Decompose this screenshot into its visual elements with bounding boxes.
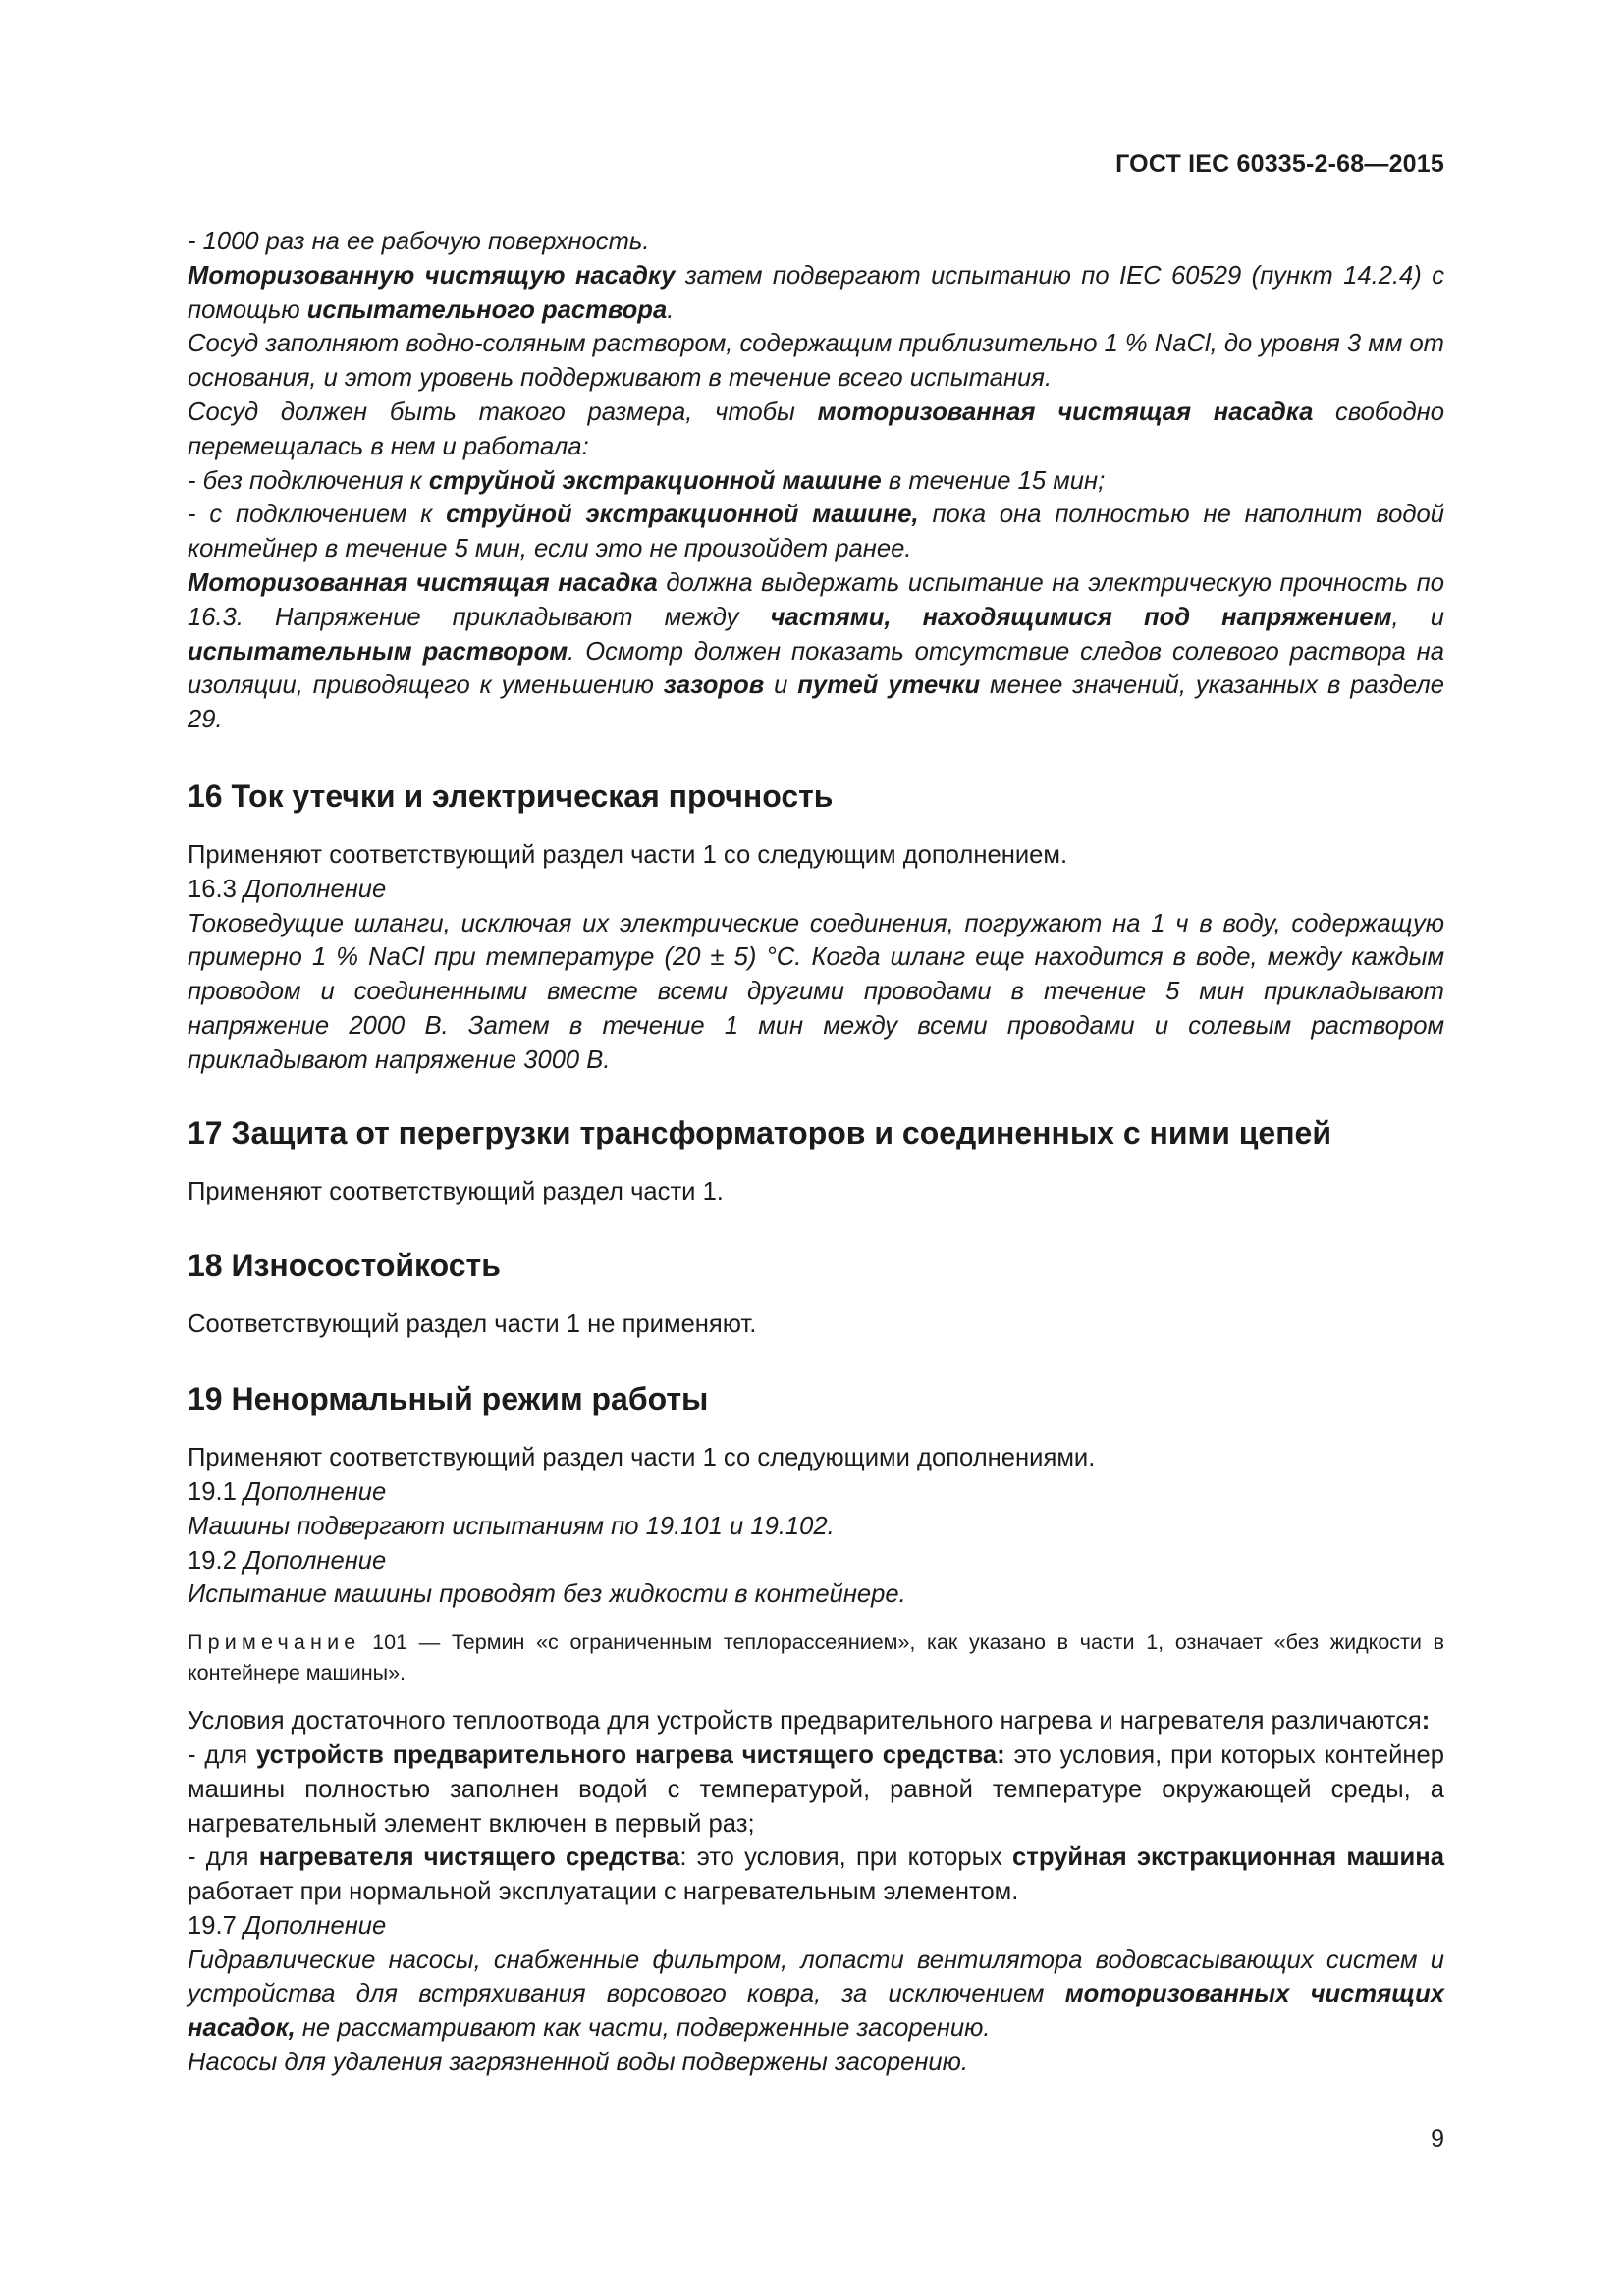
list-item: - 1000 раз на ее рабочую поверхность. xyxy=(188,228,650,255)
term: путей утечки xyxy=(797,671,981,700)
paragraph: Сосуд должен быть такого размера, чтобы моторизованная чистящая насадка свободно перемещалась в нем и работала: xyxy=(188,398,1444,460)
paragraph: Применяют соответствующий раздел части 1. xyxy=(188,1177,724,1205)
section-heading: 16 Ток утечки и электрическая прочность xyxy=(188,777,834,814)
term: Моторизованную чистящую насадку xyxy=(188,261,676,290)
term: частями, находящимися под напряжением xyxy=(770,603,1392,631)
paragraph: Гидравлические насосы, снабженные фильтром, лопасти вентилятора водовсасывающих систем и устройства для встряхивания ворсового ковра, за исключением моторизованных чистящих насадок, не рассматривают как части, подверженные засорению. xyxy=(188,1946,1444,2043)
paragraph: Соответствующий раздел части 1 не применяют. xyxy=(188,1310,757,1339)
paragraph: Моторизованную чистящую насадку затем подвергают испытанию по IEC 60529 (пункт 14.2.4) с помощью испытательного раствора. xyxy=(188,261,1444,324)
document-header: ГОСТ IEC 60335-2-68—2015 xyxy=(1115,150,1444,178)
section-heading: 19 Ненормальный режим работы xyxy=(188,1381,709,1417)
term: испытательного раствора xyxy=(306,295,668,324)
note-label: Примечание xyxy=(188,1630,361,1655)
paragraph: Условия достаточного теплоотвода для устройств предварительного нагрева и нагревателя различаются: xyxy=(188,1707,1431,1735)
list-item: - для нагревателя чистящего средства: это условия, при которых струйная экстракционная машина работает при нормальной эксплуатации с нагревательным элементом. xyxy=(188,1843,1444,1906)
term: нагревателя чистящего средства xyxy=(258,1843,680,1872)
paragraph: Испытание машины проводят без жидкости в контейнере. xyxy=(188,1580,906,1609)
list-item: - без подключения к струйной экстракционной машине в течение 15 мин; xyxy=(188,466,1106,495)
note: Примечание 101 — Термин «с ограниченным теплорассеянием», как указано в части 1, означает «без жидкости в контейнере машины». xyxy=(188,1630,1444,1685)
term: Моторизованная чистящая насадка xyxy=(188,568,658,597)
page-content xyxy=(117,225,1444,2080)
subclause-heading: 19.1 Дополнение xyxy=(188,1477,387,1506)
list-item: - с подключением к струйной экстракционной машине, пока она полностью не наполнит водой контейнер в течение 5 мин, если это не произойдет ранее. xyxy=(188,501,1444,563)
list-item: - для устройств предварительного нагрева чистящего средства: это условия, при которых контейнер машины полностью заполнен водой с температурой, равной температуре окружающей среды, а нагревательный элемент включен в первый раз; xyxy=(188,1740,1444,1838)
paragraph: Применяют соответствующий раздел части 1 со следующим дополнением. xyxy=(188,840,1068,869)
section-heading: 17 Защита от перегрузки трансформаторов и соединенных с ними цепей xyxy=(188,1114,1332,1150)
subclause-heading: 19.2 Дополнение xyxy=(188,1546,387,1575)
paragraph: Токоведущие шланги, исключая их электрические соединения, погружают на 1 ч в воду, содержащую примерно 1 % NaCl при температуре (20 ± 5) °С. Когда шланг еще находится в воде, между каждым проводом и соединенными вместе всеми другими проводами в течение 5 мин прикладывают напряжение 2000 В. Затем в течение 1 мин между всеми проводами и солевым раствором прикладывают напряжение 3000 В. xyxy=(188,909,1444,1074)
term: зазоров xyxy=(663,671,765,700)
section-heading: 18 Износостойкость xyxy=(188,1248,501,1284)
paragraph: Машины подвергают испытаниям по 19.101 и 19.102. xyxy=(188,1512,835,1540)
term: устройств предварительного нагрева чистящего средства: xyxy=(256,1740,1005,1769)
paragraph: Насосы для удаления загрязненной воды подвержены засорению. xyxy=(188,2049,969,2077)
term: струйная экстракционная машина xyxy=(1012,1843,1444,1872)
paragraph: Сосуд заполняют водно-соляным раствором, содержащим приблизительно 1 % NaCl, до уровня 3 мм от основания, и этот уровень поддерживают в течение всего испытания. xyxy=(188,330,1444,393)
term: испытательным раствором xyxy=(188,637,568,666)
subclause-heading: 19.7 Дополнение xyxy=(188,1911,387,1940)
term: моторизованных чистящих насадок, xyxy=(188,1980,1444,2043)
term: струйной экстракционной машине xyxy=(428,466,882,495)
paragraph: Моторизованная чистящая насадка должна выдержать испытание на электрическую прочность по 16.3. Напряжение прикладывают между частями, находящимися под напряжением, и испытательным раствором. Осмотр должен показать отсутствие следов солевого раствора на изоляции, приводящего к уменьшению зазоров и путей утечки менее значений, указанных в разделе 29. xyxy=(188,568,1444,734)
subclause-heading: 16.3 Дополнение xyxy=(188,875,387,903)
page-number: 9 xyxy=(1431,2125,1444,2153)
term: струйной экстракционной машине, xyxy=(446,501,919,529)
term: моторизованная чистящая насадка xyxy=(817,398,1314,426)
paragraph: Применяют соответствующий раздел части 1 со следующими дополнениями. xyxy=(188,1444,1096,1472)
